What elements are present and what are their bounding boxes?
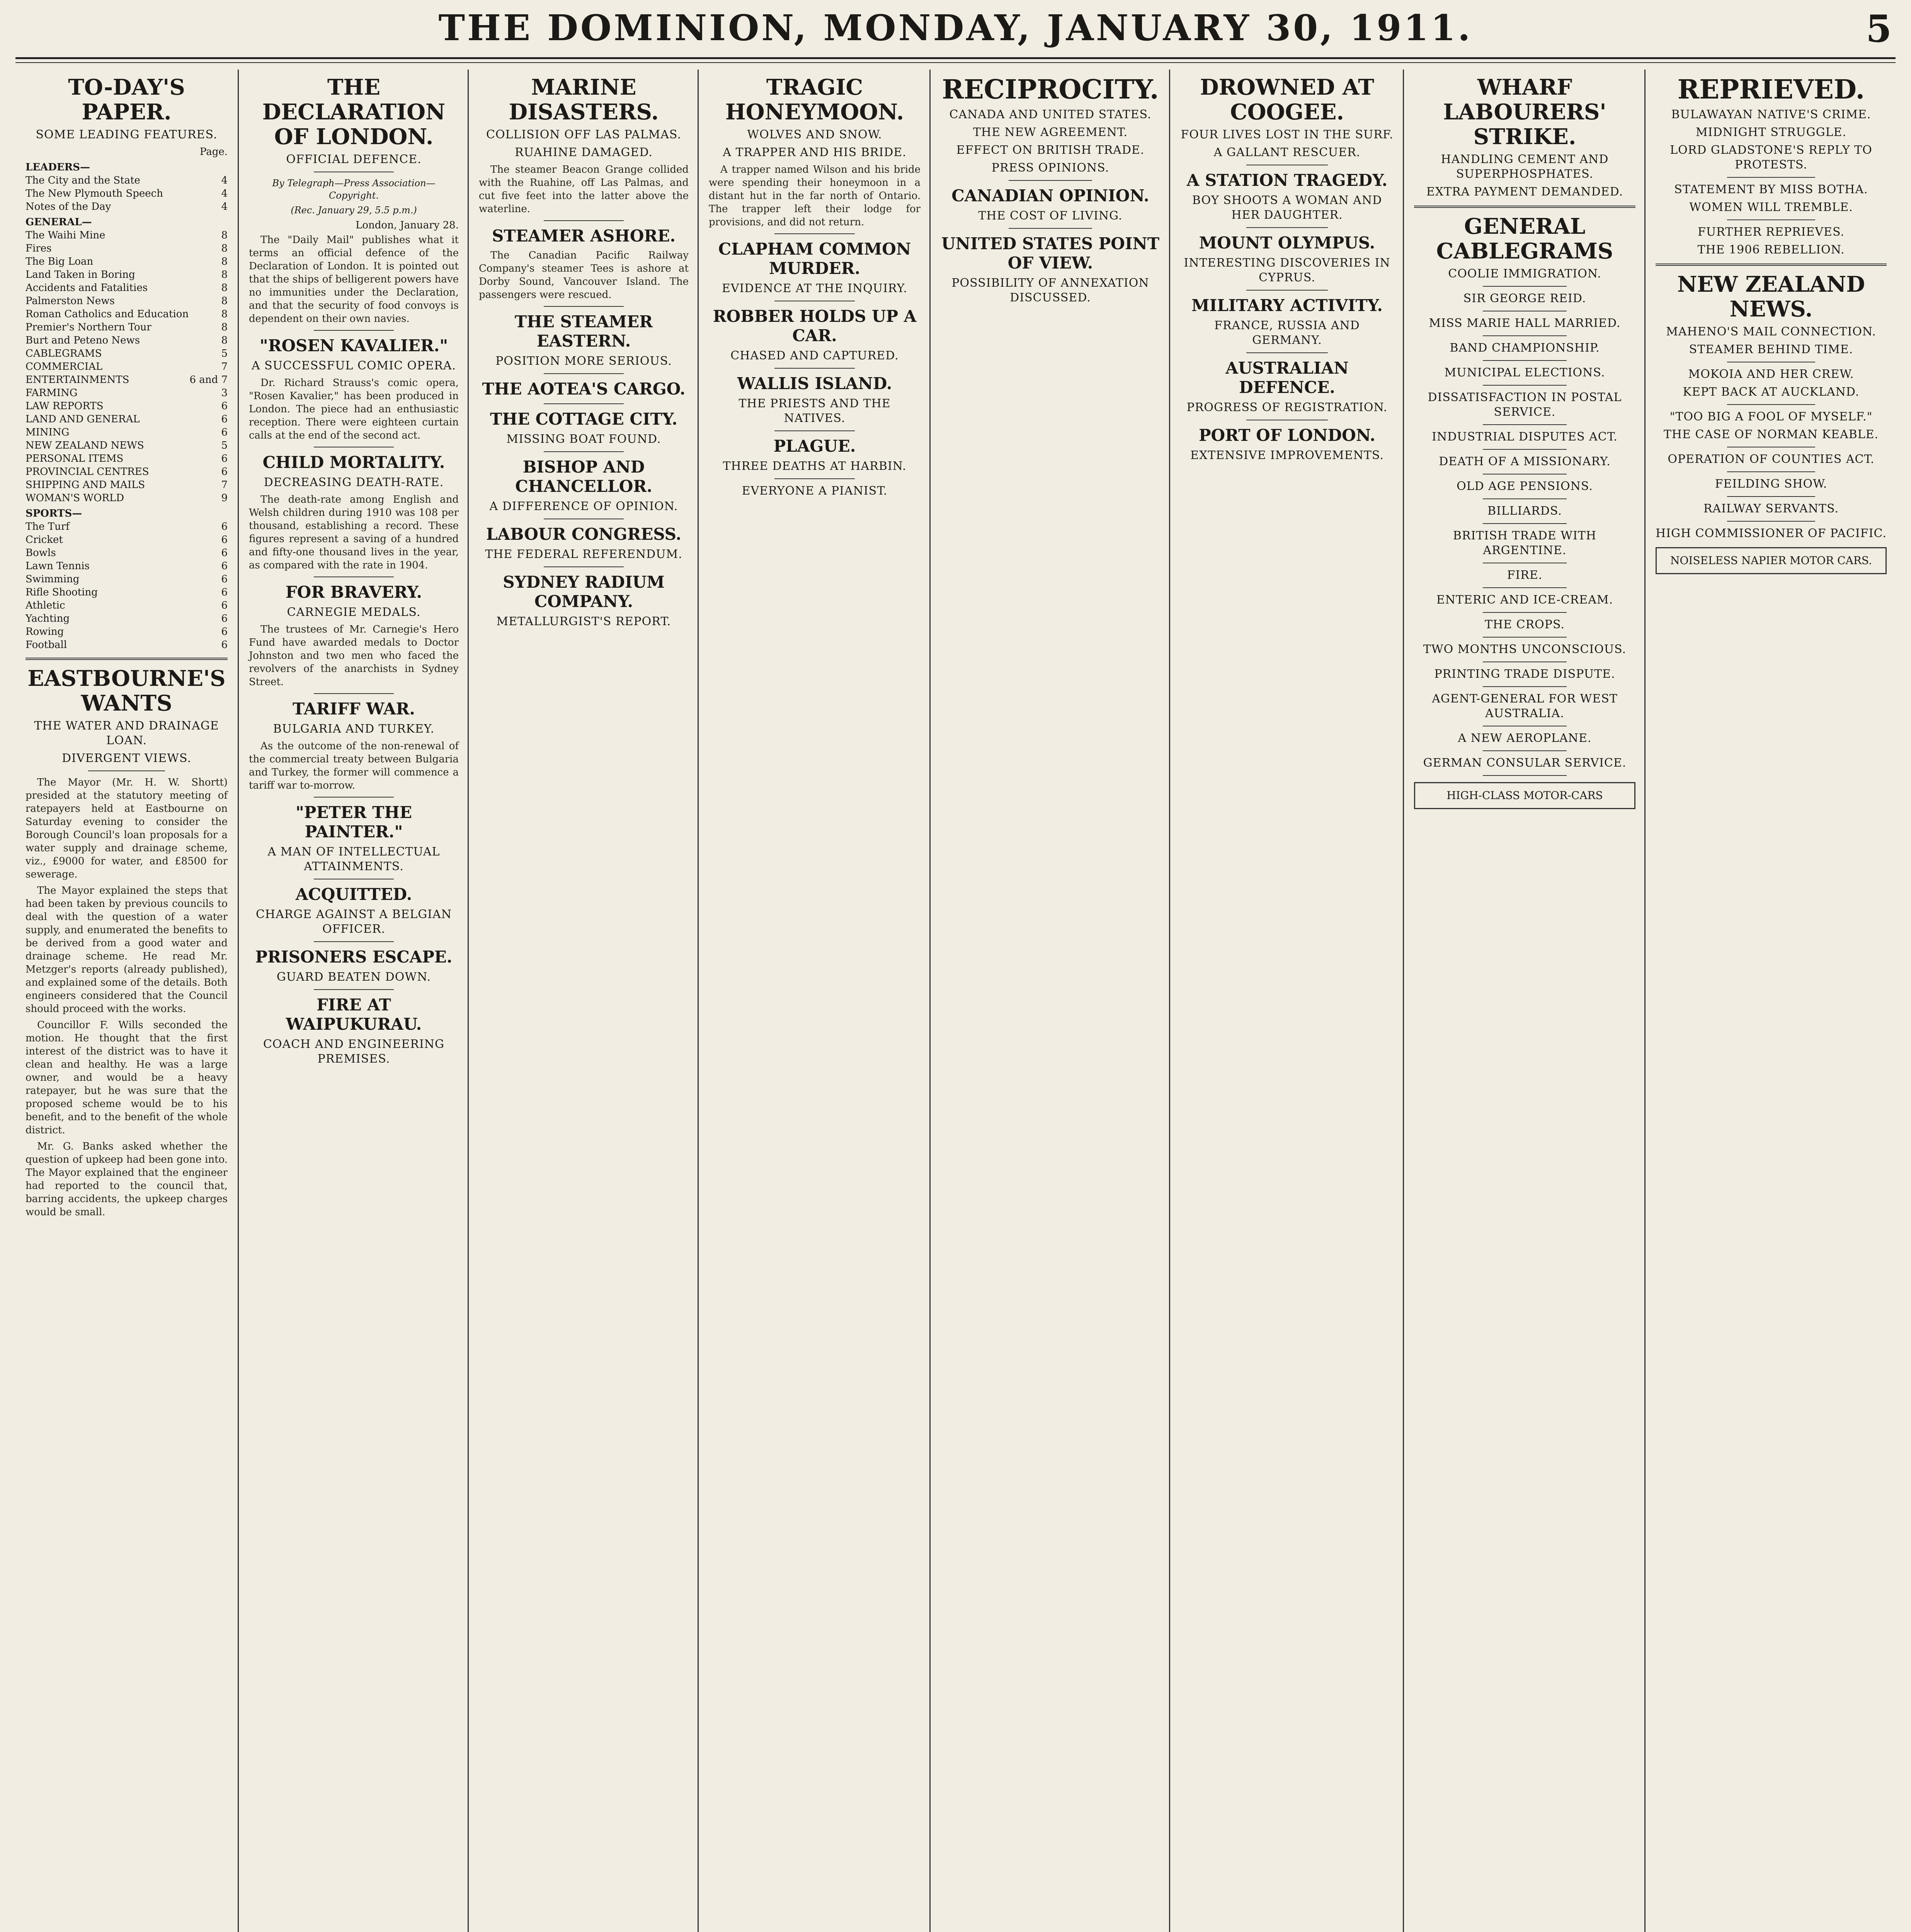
contents-item (26, 255, 228, 268)
divider (1727, 471, 1815, 472)
contents-label: COMMERCIAL (26, 361, 103, 372)
received-date: (Rec. January 29, 5.5 p.m.) (291, 205, 417, 216)
military-heading: MILITARY ACTIVITY. (1191, 296, 1383, 315)
divider (1009, 228, 1092, 229)
contents-page: 6 (221, 626, 228, 638)
labour-congress-heading: LABOUR CONGRESS. (486, 525, 682, 544)
divider (314, 989, 393, 990)
steamer-eastern-heading: THE STEAMER EASTERN. (514, 312, 653, 350)
canadian-opinion-heading: CANADIAN OPINION. (951, 186, 1149, 205)
contents-page: 6 (221, 613, 228, 624)
contents-label: Fires (26, 243, 52, 254)
divider (1483, 360, 1567, 361)
contents-item (26, 573, 228, 586)
contents-item (26, 281, 228, 294)
feilding-heading: FEILDING SHOW. (1715, 477, 1828, 491)
cablegram-item-heading: AGENT-GENERAL FOR WEST AUSTRALIA. (1432, 692, 1618, 720)
bravery-heading: FOR BRAVERY. (285, 583, 422, 602)
reciprocity-heading: RECIPROCITY. (942, 74, 1159, 105)
contents-page: 6 (221, 560, 228, 572)
contents-item (26, 386, 228, 400)
contents-page: 8 (221, 321, 228, 333)
column-1 (15, 70, 238, 1932)
contents-item (26, 360, 228, 373)
article-paragraph: A trapper named Wilson and his bride were spending their honeymoon in a distant hut in the far north of Ontario. The trapper left their lodge for provisions, and did not return. (709, 164, 921, 228)
contents-label: ENTERTAINMENTS (26, 374, 129, 386)
contents-page: 6 (221, 521, 228, 532)
divider (774, 233, 855, 234)
cablegrams-heading: GENERAL CABLEGRAMS (1436, 214, 1613, 264)
railway-heading: RAILWAY SERVANTS. (1703, 502, 1839, 515)
contents-item (26, 308, 228, 321)
contents-page: 6 and 7 (189, 374, 228, 386)
masthead-rule (15, 57, 1896, 63)
radium-sub: METALLURGIST'S REPORT. (496, 615, 671, 628)
clapham-sub: EVIDENCE AT THE INQUIRY. (722, 282, 908, 295)
olympus-sub: INTERESTING DISCOVERIES IN CYPRUS. (1184, 256, 1390, 284)
cablegram-item-heading: BAND CHAMPIONSHIP. (1450, 341, 1600, 355)
contents-page: 6 (221, 453, 228, 464)
eastbourne-sub: THE WATER AND DRAINAGE LOAN. (34, 719, 219, 747)
contents-label: SHIPPING AND MAILS (26, 479, 145, 491)
divider (26, 658, 228, 660)
wallis-heading: WALLIS ISLAND. (737, 374, 892, 393)
contents-item (26, 439, 228, 452)
reciprocity-sub2: THE NEW AGREEMENT. (973, 126, 1128, 139)
botha-sub: WOMEN WILL TREMBLE. (1689, 201, 1853, 214)
divider (1483, 750, 1567, 751)
contents-page: 9 (221, 492, 228, 504)
contents-item (26, 174, 228, 187)
reprieved-sub2: MIDNIGHT STRUGGLE. (1695, 126, 1847, 139)
divider (544, 451, 623, 452)
waipukurau-sub: COACH AND ENGINEERING PREMISES. (263, 1037, 445, 1066)
divider (1483, 286, 1567, 287)
cablegram-item-heading: OLD AGE PENSIONS. (1457, 480, 1593, 493)
article-paragraph: As the outcome of the non-renewal of the commercial treaty between Bulgaria and Turkey, the former will commence a tariff war to-morrow. (249, 740, 459, 791)
acquitted-heading: ACQUITTED. (295, 885, 412, 904)
column-4 (698, 70, 931, 1932)
contents-item (26, 200, 228, 213)
cablegram-item-heading: DEATH OF A MISSIONARY. (1439, 455, 1611, 468)
reprieved-sub: BULAWAYAN NATIVE'S CRIME. (1671, 108, 1871, 121)
divider (1483, 775, 1567, 776)
divider (544, 220, 623, 221)
waipukurau-heading: FIRE AT WAIPUKURAU. (286, 995, 422, 1034)
contents-label: MINING (26, 427, 70, 438)
contents-page: 8 (221, 295, 228, 307)
rosen-kavalier-heading: "ROSEN KAVALIER." (259, 336, 448, 355)
cablegram-item-heading: PRINTING TRADE DISPUTE. (1434, 667, 1615, 681)
keable-sub: THE CASE OF NORMAN KEABLE. (1663, 428, 1879, 441)
page-label: Page. (199, 146, 228, 158)
divider (544, 403, 623, 404)
divider (314, 941, 393, 942)
column-6 (1169, 70, 1404, 1932)
contents-label: CABLEGRAMS (26, 348, 102, 359)
contents-label: Yachting (26, 613, 70, 624)
reciprocity-sub3: EFFECT ON BRITISH TRADE. (956, 143, 1145, 157)
cablegram-item-heading: INDUSTRIAL DISPUTES ACT. (1432, 430, 1618, 444)
contents-item (26, 268, 228, 281)
divider (1414, 206, 1635, 208)
divider (774, 478, 855, 479)
article-paragraph: The Canadian Pacific Railway Company's steamer Tees is ashore at Dorby Sound, Vancouver Island. The passengers were rescued. (479, 250, 689, 301)
contents-item (26, 373, 228, 386)
honeymoon-heading: TRAGIC HONEYMOON. (725, 75, 904, 125)
contents-label: Cricket (26, 534, 63, 546)
declaration-sub: OFFICIAL DEFENCE. (286, 153, 422, 166)
divider (314, 797, 393, 798)
reciprocity-sub: CANADA AND UNITED STATES. (949, 108, 1152, 121)
cablegram-item-heading: GERMAN CONSULAR SERVICE. (1423, 756, 1627, 770)
contents-page: 6 (221, 573, 228, 585)
steamer-eastern-sub: POSITION MORE SERIOUS. (495, 354, 672, 368)
marine-sub: COLLISION OFF LAS PALMAS. (486, 128, 681, 141)
radium-heading: SYDNEY RADIUM COMPANY. (503, 573, 665, 611)
contents-page: 8 (221, 282, 228, 294)
cablegram-item-heading: MUNICIPAL ELECTIONS. (1444, 366, 1605, 379)
divider (1483, 523, 1567, 524)
peter-painter-heading: "PETER THE PAINTER." (295, 803, 412, 841)
plague-sub: THREE DEATHS AT HARBIN. (723, 459, 907, 473)
tariff-war-sub: BULGARIA AND TURKEY. (273, 722, 435, 736)
contents-label: Bowls (26, 547, 56, 559)
robber-sub: CHASED AND CAPTURED. (730, 349, 899, 362)
contents-item (26, 638, 228, 651)
contents-label: The New Plymouth Speech (26, 188, 163, 199)
reciprocity-sub4: PRESS OPINIONS. (991, 161, 1110, 175)
cablegram-item-heading: SIR GEORGE REID. (1463, 292, 1586, 305)
contents-label: GENERAL— (26, 216, 92, 228)
contents-item (26, 161, 228, 174)
contents-page: 8 (221, 230, 228, 241)
contents-label: Roman Catholics and Education (26, 308, 189, 320)
contents-label: Rifle Shooting (26, 587, 98, 598)
contents-label: Rowing (26, 626, 64, 638)
divider (774, 368, 855, 369)
article-paragraph: Dr. Richard Strauss's comic opera, "Rosen Kavalier," has been produced in London. The piece had an enthusiastic reception. There were eighteen curtain calls at the end of the second act. (249, 377, 459, 441)
column-2 (238, 70, 469, 1932)
contents-label: The City and the State (26, 175, 140, 186)
cablegram-item-heading: ENTERIC AND ICE-CREAM. (1436, 593, 1613, 607)
station-tragedy-sub: BOY SHOOTS A WOMAN AND HER DAUGHTER. (1192, 194, 1382, 222)
olympus-heading: MOUNT OLYMPUS. (1199, 233, 1375, 252)
divider (1727, 177, 1815, 178)
contents-item (26, 426, 228, 439)
article-paragraph: The steamer Beacon Grange collided with the Ruahine, off Las Palmas, and cut five feet into the latter above the waterline. (479, 164, 689, 215)
port-london-sub: EXTENSIVE IMPROVEMENTS. (1190, 449, 1384, 462)
contents-item (26, 216, 228, 229)
nz-news-heading: NEW ZEALAND NEWS. (1677, 272, 1865, 322)
cablegram-item-heading: BRITISH TRADE WITH ARGENTINE. (1453, 529, 1597, 557)
cablegram-item-heading: BILLIARDS. (1487, 504, 1562, 518)
contents-item (26, 599, 228, 612)
clapham-heading: CLAPHAM COMMON MURDER. (718, 240, 911, 278)
contents-page: 6 (221, 427, 228, 438)
contents-label: Burt and Peteno News (26, 335, 140, 346)
divider (1483, 449, 1567, 450)
coogee-sub: FOUR LIVES LOST IN THE SURF. (1181, 128, 1394, 141)
reprieved-heading: REPRIEVED. (1677, 74, 1865, 105)
contents-label: Athletic (26, 600, 65, 611)
cablegram-item-heading: A NEW AEROPLANE. (1458, 731, 1592, 745)
contents-label: Land Taken in Boring (26, 269, 135, 281)
contents-page: 4 (221, 175, 228, 186)
contents-item (26, 560, 228, 573)
further-reprieves-heading: FURTHER REPRIEVES. (1698, 225, 1845, 239)
contents-label: Premier's Northern Tour (26, 321, 151, 333)
contents-label: LAW REPORTS (26, 400, 104, 412)
military-sub: FRANCE, RUSSIA AND GERMANY. (1214, 319, 1360, 347)
us-view-sub: POSSIBILITY OF ANNEXATION DISCUSSED. (951, 276, 1149, 304)
contents-item (26, 492, 228, 505)
cablegram-item-heading: DISSATISFACTION IN POSTAL SERVICE. (1428, 391, 1622, 419)
divider (544, 566, 623, 567)
contents-page: 6 (221, 639, 228, 651)
cablegram-item-heading: FIRE. (1507, 568, 1543, 582)
wharf-sub: HANDLING CEMENT AND SUPERPHOSPHATES. (1441, 153, 1609, 181)
keable-heading: "TOO BIG A FOOL OF MYSELF." (1669, 410, 1873, 423)
contents-item (26, 625, 228, 638)
eastbourne-heading: EASTBOURNE'S WANTS (27, 666, 226, 716)
contents-item (26, 465, 228, 478)
honeymoon-sub: WOLVES AND SNOW. (747, 128, 882, 141)
contents-page: 8 (221, 335, 228, 346)
divider (1727, 219, 1815, 220)
us-view-heading: UNITED STATES POINT OF VIEW. (941, 234, 1160, 272)
bishop-heading: BISHOP AND CHANCELLOR. (515, 457, 652, 496)
rosen-kavalier-sub: A SUCCESSFUL COMIC OPERA. (251, 359, 456, 372)
divider (1483, 637, 1567, 638)
contents-label: Accidents and Fatalities (26, 282, 148, 294)
article-paragraph: The Mayor (Mr. H. W. Shortt) presided at the statutory meeting of ratepayers held at Eastbourne on Saturday evening to consider the Borough Council's loan proposals for a water supply and drainage scheme, viz., £9000 for water, and £8500 for sewerage. (26, 777, 228, 880)
divider (544, 373, 623, 374)
article-paragraph: The Mayor explained the steps that had been taken by previous councils to deal with the question of a water supply, and enumerated the benefits to be derived from a good water and drainage scheme. He read Mr. Metzger's reports (already published), and explained some of the details. Both engineers considered that the Council should proceed with the works. (26, 885, 228, 1015)
station-tragedy-heading: A STATION TRAGEDY. (1186, 171, 1388, 190)
divider (774, 430, 855, 431)
contents-page: 6 (221, 534, 228, 546)
contents-page: 6 (221, 587, 228, 598)
article-paragraph: The "Daily Mail" publishes what it terms an official defence of the Declaration of London. It is pointed out that the ships of belligerent powers have no immunities under the Declaration, and that the security of food convoys is dependent on their own navies. (249, 234, 459, 325)
cablegram-item-heading: THE CROPS. (1485, 618, 1565, 631)
divider (1483, 686, 1567, 687)
cablegram-item-heading: MISS MARIE HALL MARRIED. (1429, 316, 1621, 330)
contents-page: 8 (221, 269, 228, 281)
divider (1246, 290, 1327, 291)
reprieved-sub3: LORD GLADSTONE'S REPLY TO PROTESTS. (1670, 143, 1872, 172)
contents-item (26, 413, 228, 426)
steamer-ashore-heading: STEAMER ASHORE. (492, 226, 676, 245)
contents-item (26, 229, 228, 242)
contents-item (26, 187, 228, 200)
divider (314, 330, 393, 331)
article-paragraph: Mr. G. Banks asked whether the question of upkeep had been gone into. The Mayor explained that the engineer had reported to the council that, barring accidents, the upkeep charges would be small. (26, 1141, 228, 1218)
contents-item (26, 242, 228, 255)
contents-page: 8 (221, 308, 228, 320)
article-paragraph: Councillor F. Wills seconded the motion. He thought that the first interest of the district was to have it clean and healthy. He was a large owner, and would be a heavy ratepayer, but he was sure that the proposed scheme would be to his benefit, and to the benefit of the whole district. (26, 1019, 228, 1136)
newspaper-title: THE DOMINION, MONDAY, JANUARY 30, 1911. (438, 7, 1473, 49)
port-london-heading: PORT OF LONDON. (1198, 426, 1376, 445)
cablegram-item-heading: COOLIE IMMIGRATION. (1448, 267, 1601, 281)
divider (1656, 264, 1887, 266)
contents-label: Swimming (26, 573, 80, 585)
contents-label: SPORTS— (26, 508, 82, 519)
divider (1246, 227, 1327, 228)
contents-item (26, 533, 228, 546)
coogee-sub2: A GALLANT RESCUER. (1213, 146, 1361, 159)
contents-page: 6 (221, 600, 228, 611)
divider (1246, 352, 1327, 353)
contents-item (26, 321, 228, 334)
advertisement: NOISELESS NAPIER MOTOR CARS. (1656, 547, 1887, 574)
contents-page: 6 (221, 400, 228, 412)
contents-item (26, 478, 228, 492)
contents-item (26, 520, 228, 533)
child-mortality-heading: CHILD MORTALITY. (262, 453, 445, 472)
contents-page: 6 (221, 413, 228, 425)
peter-painter-sub: A MAN OF INTELLECTUAL ATTAINMENTS. (267, 845, 440, 873)
contents-label: LEADERS— (26, 162, 90, 173)
cablegram-item-heading: TWO MONTHS UNCONSCIOUS. (1423, 643, 1627, 656)
contents-label: The Turf (26, 521, 70, 532)
contents-page: 5 (221, 440, 228, 451)
robber-heading: ROBBER HOLDS UP A CAR. (713, 307, 917, 345)
contents-label: FARMING (26, 387, 78, 399)
pacific-heading: HIGH COMMISSIONER OF PACIFIC. (1656, 527, 1887, 540)
cottage-city-sub: MISSING BOAT FOUND. (506, 432, 661, 446)
plague-heading: PLAGUE. (773, 437, 856, 456)
divider (314, 693, 393, 694)
acquitted-sub: CHARGE AGAINST A BELGIAN OFFICER. (255, 908, 452, 936)
todays-paper-heading: TO-DAY'S PAPER. (68, 75, 185, 125)
contents-label: The Waihi Mine (26, 230, 106, 241)
contents-label: Notes of the Day (26, 201, 111, 213)
contents-label: Lawn Tennis (26, 560, 90, 572)
nz-news-sub: MAHENO'S MAIL CONNECTION. (1666, 325, 1876, 338)
contents-page: 8 (221, 256, 228, 267)
contents-item (26, 400, 228, 413)
contents-page: 6 (221, 466, 228, 478)
eastbourne-sub2: DIVERGENT VIEWS. (62, 752, 191, 765)
contents-item (26, 507, 228, 520)
press-byline: By Telegraph—Press Association—Copyright. (272, 178, 436, 201)
bishop-sub: A DIFFERENCE OF OPINION. (489, 500, 678, 513)
article-paragraph: The death-rate among English and Welsh children during 1910 was 108 per thousand, establishing a record. These figures represent a saving of a hundred and fifty-one thousand lives in the year, as compared with the rate in 1904. (249, 494, 459, 571)
contents-page: 7 (221, 479, 228, 491)
todays-paper-sub: SOME LEADING FEATURES. (36, 128, 218, 141)
coogee-heading: DROWNED AT COOGEE. (1200, 75, 1374, 125)
divider (544, 306, 623, 307)
divider (1727, 496, 1815, 497)
pianist-heading: EVERYONE A PIANIST. (742, 484, 888, 498)
marine-sub2: RUAHINE DAMAGED. (515, 146, 653, 159)
contents-page: 5 (221, 348, 228, 359)
contents-page: 3 (221, 387, 228, 399)
contents-item (26, 586, 228, 599)
contents-page: 7 (221, 361, 228, 372)
divider (1727, 521, 1815, 522)
divider (1009, 180, 1092, 181)
tariff-war-heading: TARIFF WAR. (293, 699, 415, 718)
wallis-sub: THE PRIESTS AND THE NATIVES. (739, 397, 891, 425)
contents-item (26, 612, 228, 625)
mokoia-sub: KEPT BACK AT AUCKLAND. (1683, 385, 1860, 399)
contents-page: 4 (221, 201, 228, 213)
divider (88, 770, 165, 771)
contents-page: 4 (221, 188, 228, 199)
advertisement: HIGH-CLASS MOTOR-CARS (1414, 782, 1635, 809)
contents-label: LAND AND GENERAL (26, 413, 140, 425)
child-mortality-sub: DECREASING DEATH-RATE. (264, 476, 444, 489)
column-3 (468, 70, 699, 1932)
aus-defence-heading: AUSTRALIAN DEFENCE. (1225, 359, 1349, 397)
nz-news-sub2: STEAMER BEHIND TIME. (1689, 343, 1853, 356)
cottage-city-heading: THE COTTAGE CITY. (490, 410, 677, 429)
column-8 (1644, 70, 1897, 1932)
mokoia-heading: MOKOIA AND HER CREW. (1688, 367, 1854, 381)
contents-label: PROVINCIAL CENTRES (26, 466, 149, 478)
contents-item (26, 546, 228, 560)
aotea-heading: THE AOTEA'S CARGO. (482, 379, 686, 398)
honeymoon-sub2: A TRAPPER AND HIS BRIDE. (723, 146, 907, 159)
prisoners-heading: PRISONERS ESCAPE. (255, 947, 453, 966)
declaration-heading: THE DECLARATION OF LONDON. (262, 75, 446, 150)
contents-list (26, 161, 228, 651)
contents-label: NEW ZEALAND NEWS (26, 440, 144, 451)
divider (1483, 498, 1567, 499)
divider (1483, 385, 1567, 386)
divider (1483, 335, 1567, 336)
article-paragraph: The trustees of Mr. Carnegie's Hero Fund have awarded medals to Doctor Johnston and two men who faced the revolvers of the anarchists in Sydney Street. (249, 624, 459, 688)
labour-congress-sub: THE FEDERAL REFERENDUM. (485, 548, 682, 561)
aus-defence-sub: PROGRESS OF REGISTRATION. (1186, 401, 1388, 414)
contents-item (26, 334, 228, 347)
wharf-sub2: EXTRA PAYMENT DEMANDED. (1426, 185, 1623, 199)
wharf-heading: WHARF LABOURERS' STRIKE. (1443, 75, 1606, 150)
bravery-sub: CARNEGIE MEDALS. (287, 605, 421, 619)
dateline: London, January 28. (356, 219, 459, 231)
contents-page: 6 (221, 547, 228, 559)
page-number: 5 (1866, 7, 1892, 51)
counties-act-heading: OPERATION OF COUNTIES ACT. (1668, 452, 1875, 466)
column-7 (1403, 70, 1646, 1932)
contents-label: PERSONAL ITEMS (26, 453, 124, 464)
divider (1727, 404, 1815, 405)
divider (1483, 424, 1567, 425)
contents-item (26, 347, 228, 360)
masthead (15, 7, 1896, 65)
contents-label: WOMAN'S WORLD (26, 492, 124, 504)
contents-page: 8 (221, 243, 228, 254)
prisoners-sub: GUARD BEATEN DOWN. (276, 970, 431, 984)
contents-label: The Big Loan (26, 256, 94, 267)
cablegram-list (1414, 267, 1635, 776)
marine-heading: MARINE DISASTERS. (509, 75, 659, 125)
divider (1483, 612, 1567, 613)
contents-label: Football (26, 639, 67, 651)
contents-item (26, 294, 228, 308)
further-reprieves-sub: THE 1906 REBELLION. (1697, 243, 1845, 257)
contents-item (26, 452, 228, 465)
column-5 (929, 70, 1170, 1932)
contents-label: Palmerston News (26, 295, 115, 307)
divider (1483, 587, 1567, 588)
botha-heading: STATEMENT BY MISS BOTHA. (1674, 183, 1868, 196)
canadian-opinion-sub: THE COST OF LIVING. (978, 209, 1123, 223)
